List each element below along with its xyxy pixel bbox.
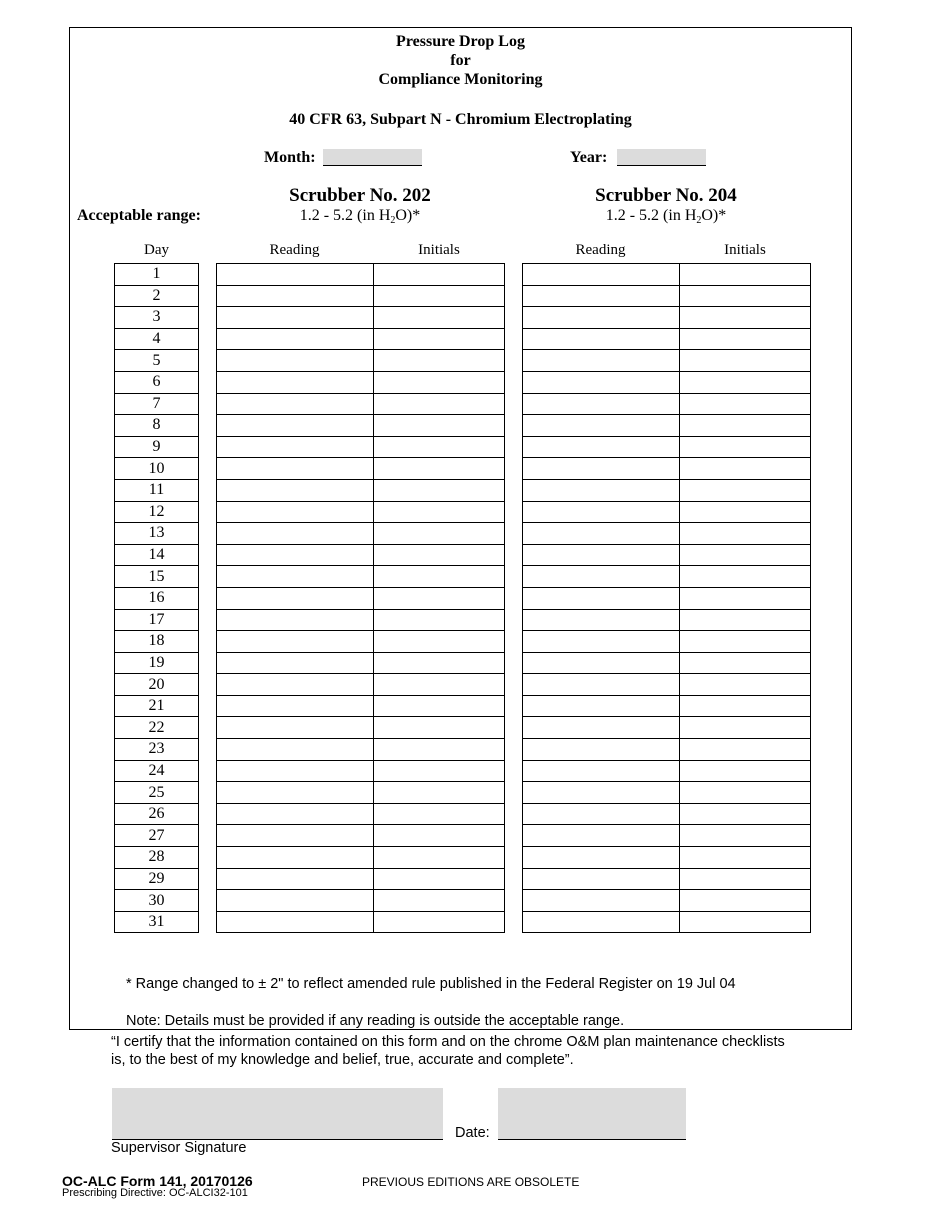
scrubber-204-row (523, 911, 811, 933)
scrubber-204-reading-cell[interactable] (523, 847, 680, 869)
scrubber-204-row (523, 674, 811, 696)
day-row (115, 868, 199, 890)
scrubber-204-row (523, 393, 811, 415)
scrubber-204-row (523, 717, 811, 739)
scrubber-202-row (217, 739, 505, 761)
scrubber-204-initials-cell[interactable] (680, 890, 811, 912)
day-row (115, 631, 199, 653)
scrubber-202-range: 1.2 - 5.2 (in $H_2O)*$ (299, 207, 421, 226)
day-row (115, 501, 199, 523)
scrubber-204-initials-cell[interactable] (680, 415, 811, 437)
scrubber-202-initials-cell[interactable] (374, 717, 505, 739)
day-row (115, 523, 199, 545)
day-number: 31 (115, 911, 199, 933)
certification-line1: “I certify that the information contained on this form and on the chrome O&M plan maintenance checklists (111, 1034, 785, 1050)
scrubber-202-initials-cell[interactable] (374, 307, 505, 329)
scrubber-204-initials-cell[interactable] (680, 544, 811, 566)
scrubber-204-initials-cell[interactable] (680, 631, 811, 653)
day-row (115, 717, 199, 739)
form-title-line2: for (450, 52, 471, 69)
scrubber-204-row (523, 350, 811, 372)
scrubber-202-reading-cell[interactable] (217, 782, 374, 804)
scrubber-202-row (217, 868, 505, 890)
day-row (115, 739, 199, 761)
scrubber-204-initials-cell[interactable] (680, 307, 811, 329)
day-row (115, 890, 199, 912)
acceptable-range-label: Acceptable range: (77, 207, 201, 224)
scrubber-202-initials-cell[interactable] (374, 436, 505, 458)
scrubber-204-initials-cell[interactable] (680, 825, 811, 847)
day-number: 8 (115, 415, 199, 437)
scrubber-204-row (523, 609, 811, 631)
scrubber-202-reading-cell[interactable] (217, 523, 374, 545)
day-number: 2 (115, 285, 199, 307)
scrubber-202-reading-cell[interactable] (217, 479, 374, 501)
scrubber-204-reading-cell[interactable] (523, 566, 680, 588)
day-number: 25 (115, 782, 199, 804)
scrubber-202-reading-cell[interactable] (217, 760, 374, 782)
scrubber-202-row (217, 631, 505, 653)
day-number: 27 (115, 825, 199, 847)
scrubber-202-initials-cell[interactable] (374, 739, 505, 761)
obsolete-notice: PREVIOUS EDITIONS ARE OBSOLETE (362, 1175, 580, 1189)
form-title-line3: Compliance Monitoring (378, 71, 543, 88)
scrubber-202-reading-cell[interactable] (217, 566, 374, 588)
day-row (115, 479, 199, 501)
scrubber-202-row (217, 544, 505, 566)
day-row (115, 803, 199, 825)
scrubber-202-reading-cell[interactable] (217, 371, 374, 393)
scrubber-204-initials-cell[interactable] (680, 458, 811, 480)
scrubber-204-reading-cell[interactable] (523, 890, 680, 912)
scrubber-204-reading-cell[interactable] (523, 285, 680, 307)
day-table (114, 263, 199, 933)
scrubber-204-initials-cell[interactable] (680, 523, 811, 545)
scrubber-202-reading-cell[interactable] (217, 739, 374, 761)
scrubber-202-row (217, 523, 505, 545)
scrubber-202-row (217, 458, 505, 480)
scrubber-204-row (523, 479, 811, 501)
day-number: 3 (115, 307, 199, 329)
scrubber-204-table (522, 263, 811, 933)
scrubber-204-row (523, 371, 811, 393)
scrubber-204-initials-cell[interactable] (680, 717, 811, 739)
scrubber-204-row (523, 803, 811, 825)
note: Note: Details must be provided if any reading is outside the acceptable range. (126, 1013, 625, 1029)
scrubber-202-row (217, 285, 505, 307)
scrubber-202-row (217, 847, 505, 869)
scrubber-204-row (523, 760, 811, 782)
scrubber-204-initials-cell[interactable] (680, 350, 811, 372)
prescribing-directive: Prescribing Directive: OC-ALCI32-101 (62, 1187, 248, 1199)
day-number: 26 (115, 803, 199, 825)
scrubber-204-initials-cell[interactable] (680, 371, 811, 393)
scrubber-202-reading-cell[interactable] (217, 350, 374, 372)
day-number: 17 (115, 609, 199, 631)
scrubber-204-reading-cell[interactable] (523, 695, 680, 717)
footnote: * Range changed to ± 2" to reflect amended rule published in the Federal Register on 19 Jul 04 (126, 976, 736, 992)
scrubber-202-initials-cell[interactable] (374, 652, 505, 674)
scrubber-202-reading-cell[interactable] (217, 285, 374, 307)
day-number: 30 (115, 890, 199, 912)
reading-202-header: Reading (269, 242, 320, 258)
scrubber-204-title: Scrubber No. 204 (595, 185, 737, 206)
scrubber-202-reading-cell[interactable] (217, 415, 374, 437)
scrubber-204-row (523, 695, 811, 717)
day-number: 16 (115, 587, 199, 609)
scrubber-204-row (523, 523, 811, 545)
scrubber-202-reading-cell[interactable] (217, 890, 374, 912)
day-number: 28 (115, 847, 199, 869)
scrubber-202-reading-cell[interactable] (217, 436, 374, 458)
scrubber-204-range: 1.2 - 5.2 (in $H_2O)*$ (605, 207, 727, 226)
scrubber-204-reading-cell[interactable] (523, 371, 680, 393)
day-number: 14 (115, 544, 199, 566)
day-row (115, 393, 199, 415)
day-number: 7 (115, 393, 199, 415)
scrubber-202-title: Scrubber No. 202 (289, 185, 431, 206)
day-number: 13 (115, 523, 199, 545)
scrubber-202-initials-cell[interactable] (374, 631, 505, 653)
scrubber-204-reading-cell[interactable] (523, 760, 680, 782)
scrubber-202-row (217, 264, 505, 286)
scrubber-202-row (217, 803, 505, 825)
scrubber-204-initials-cell[interactable] (680, 803, 811, 825)
scrubber-202-initials-cell[interactable] (374, 544, 505, 566)
scrubber-202-row (217, 393, 505, 415)
scrubber-204-row (523, 566, 811, 588)
scrubber-202-initials-cell[interactable] (374, 328, 505, 350)
day-number: 10 (115, 458, 199, 480)
scrubber-204-initials-cell[interactable] (680, 501, 811, 523)
day-number: 4 (115, 328, 199, 350)
scrubber-204-reading-cell[interactable] (523, 264, 680, 286)
date-field[interactable] (498, 1088, 686, 1140)
scrubber-204-reading-cell[interactable] (523, 674, 680, 696)
scrubber-202-initials-cell[interactable] (374, 458, 505, 480)
scrubber-204-row (523, 328, 811, 350)
scrubber-204-reading-cell[interactable] (523, 458, 680, 480)
regulation-title: 40 CFR 63, Subpart N - Chromium Electroplating (289, 111, 632, 128)
scrubber-202-initials-cell[interactable] (374, 501, 505, 523)
scrubber-204-initials-cell[interactable] (680, 760, 811, 782)
scrubber-204-initials-cell[interactable] (680, 328, 811, 350)
scrubber-204-row (523, 782, 811, 804)
day-row (115, 587, 199, 609)
scrubber-202-initials-cell[interactable] (374, 803, 505, 825)
scrubber-202-reading-cell[interactable] (217, 631, 374, 653)
scrubber-204-row (523, 544, 811, 566)
scrubber-204-reading-cell[interactable] (523, 609, 680, 631)
scrubber-204-reading-cell[interactable] (523, 631, 680, 653)
day-number: 9 (115, 436, 199, 458)
scrubber-204-reading-cell[interactable] (523, 652, 680, 674)
scrubber-204-reading-cell[interactable] (523, 868, 680, 890)
scrubber-204-row (523, 458, 811, 480)
day-number: 5 (115, 350, 199, 372)
scrubber-202-table (216, 263, 505, 933)
scrubber-204-row (523, 631, 811, 653)
scrubber-204-initials-cell[interactable] (680, 739, 811, 761)
scrubber-202-row (217, 695, 505, 717)
day-row (115, 436, 199, 458)
day-row (115, 458, 199, 480)
scrubber-202-reading-cell[interactable] (217, 717, 374, 739)
scrubber-202-row (217, 717, 505, 739)
day-number: 6 (115, 371, 199, 393)
scrubber-204-row (523, 890, 811, 912)
certification-line2: is, to the best of my knowledge and belief, true, accurate and complete”. (111, 1052, 574, 1068)
supervisor-signature-field[interactable] (112, 1088, 443, 1140)
form-id: OC-ALC Form 141, 20170126 (62, 1173, 253, 1189)
scrubber-204-row (523, 739, 811, 761)
scrubber-204-reading-cell[interactable] (523, 415, 680, 437)
scrubber-204-initials-cell[interactable] (680, 911, 811, 933)
form-title-line1: Pressure Drop Log (396, 33, 525, 50)
day-row (115, 264, 199, 286)
scrubber-202-initials-cell[interactable] (374, 264, 505, 286)
scrubber-202-reading-cell[interactable] (217, 328, 374, 350)
scrubber-202-reading-cell[interactable] (217, 544, 374, 566)
month-label: Month: (264, 149, 316, 166)
scrubber-202-initials-cell[interactable] (374, 911, 505, 933)
day-header: Day (144, 242, 169, 258)
scrubber-202-initials-cell[interactable] (374, 285, 505, 307)
day-number: 11 (115, 479, 199, 501)
scrubber-204-initials-cell[interactable] (680, 393, 811, 415)
scrubber-202-reading-cell[interactable] (217, 803, 374, 825)
scrubber-202-initials-cell[interactable] (374, 890, 505, 912)
scrubber-202-row (217, 415, 505, 437)
scrubber-204-row (523, 436, 811, 458)
day-row (115, 847, 199, 869)
scrubber-204-row (523, 264, 811, 286)
day-row (115, 328, 199, 350)
scrubber-204-initials-cell[interactable] (680, 695, 811, 717)
day-number: 18 (115, 631, 199, 653)
scrubber-202-row (217, 825, 505, 847)
scrubber-204-initials-cell[interactable] (680, 609, 811, 631)
date-label: Date: (455, 1125, 490, 1141)
scrubber-202-reading-cell[interactable] (217, 847, 374, 869)
day-row (115, 415, 199, 437)
day-row (115, 566, 199, 588)
scrubber-202-initials-cell[interactable] (374, 479, 505, 501)
scrubber-204-reading-cell[interactable] (523, 328, 680, 350)
day-number: 20 (115, 674, 199, 696)
scrubber-202-initials-cell[interactable] (374, 566, 505, 588)
day-row (115, 544, 199, 566)
scrubber-202-reading-cell[interactable] (217, 868, 374, 890)
scrubber-202-initials-cell[interactable] (374, 825, 505, 847)
scrubber-202-initials-cell[interactable] (374, 587, 505, 609)
reading-204-header: Reading (575, 242, 626, 258)
scrubber-202-initials-cell[interactable] (374, 847, 505, 869)
scrubber-202-row (217, 328, 505, 350)
day-row (115, 825, 199, 847)
scrubber-202-initials-cell[interactable] (374, 350, 505, 372)
scrubber-204-initials-cell[interactable] (680, 566, 811, 588)
scrubber-202-initials-cell[interactable] (374, 695, 505, 717)
year-field[interactable] (617, 149, 706, 166)
scrubber-204-reading-cell[interactable] (523, 587, 680, 609)
scrubber-202-row (217, 566, 505, 588)
scrubber-202-reading-cell[interactable] (217, 587, 374, 609)
scrubber-204-initials-cell[interactable] (680, 782, 811, 804)
scrubber-204-initials-cell[interactable] (680, 264, 811, 286)
day-number: 12 (115, 501, 199, 523)
day-row (115, 911, 199, 933)
scrubber-202-row (217, 674, 505, 696)
scrubber-202-row (217, 350, 505, 372)
scrubber-202-reading-cell[interactable] (217, 652, 374, 674)
scrubber-204-reading-cell[interactable] (523, 782, 680, 804)
day-row (115, 609, 199, 631)
scrubber-204-initials-cell[interactable] (680, 652, 811, 674)
scrubber-204-reading-cell[interactable] (523, 501, 680, 523)
scrubber-202-row (217, 479, 505, 501)
scrubber-204-initials-cell[interactable] (680, 847, 811, 869)
scrubber-202-initials-cell[interactable] (374, 371, 505, 393)
scrubber-202-row (217, 307, 505, 329)
day-row (115, 371, 199, 393)
month-field[interactable] (323, 149, 422, 166)
day-row (115, 695, 199, 717)
scrubber-204-row (523, 285, 811, 307)
day-row (115, 285, 199, 307)
scrubber-202-reading-cell[interactable] (217, 264, 374, 286)
scrubber-204-reading-cell[interactable] (523, 544, 680, 566)
day-row (115, 350, 199, 372)
scrubber-202-row (217, 436, 505, 458)
scrubber-204-row (523, 652, 811, 674)
day-number: 15 (115, 566, 199, 588)
scrubber-204-row (523, 415, 811, 437)
scrubber-204-reading-cell[interactable] (523, 523, 680, 545)
scrubber-202-reading-cell[interactable] (217, 307, 374, 329)
day-number: 23 (115, 739, 199, 761)
scrubber-202-initials-cell[interactable] (374, 782, 505, 804)
scrubber-202-initials-cell[interactable] (374, 393, 505, 415)
scrubber-202-reading-cell[interactable] (217, 501, 374, 523)
scrubber-202-row (217, 782, 505, 804)
scrubber-204-reading-cell[interactable] (523, 479, 680, 501)
scrubber-204-reading-cell[interactable] (523, 803, 680, 825)
scrubber-202-initials-cell[interactable] (374, 609, 505, 631)
day-row (115, 760, 199, 782)
scrubber-202-row (217, 652, 505, 674)
scrubber-204-initials-cell[interactable] (680, 479, 811, 501)
day-number: 1 (115, 264, 199, 286)
scrubber-204-row (523, 307, 811, 329)
scrubber-202-reading-cell[interactable] (217, 393, 374, 415)
scrubber-202-initials-cell[interactable] (374, 868, 505, 890)
scrubber-204-initials-cell[interactable] (680, 674, 811, 696)
scrubber-202-row (217, 760, 505, 782)
day-row (115, 782, 199, 804)
scrubber-204-row (523, 847, 811, 869)
scrubber-204-row (523, 587, 811, 609)
scrubber-204-reading-cell[interactable] (523, 911, 680, 933)
scrubber-204-reading-cell[interactable] (523, 350, 680, 372)
supervisor-signature-label: Supervisor Signature (111, 1140, 247, 1156)
scrubber-202-initials-cell[interactable] (374, 760, 505, 782)
scrubber-202-row (217, 890, 505, 912)
scrubber-202-reading-cell[interactable] (217, 911, 374, 933)
scrubber-202-row (217, 911, 505, 933)
scrubber-202-reading-cell[interactable] (217, 458, 374, 480)
day-row (115, 307, 199, 329)
scrubber-204-initials-cell[interactable] (680, 285, 811, 307)
scrubber-202-row (217, 501, 505, 523)
day-number: 29 (115, 868, 199, 890)
scrubber-204-row (523, 501, 811, 523)
scrubber-204-reading-cell[interactable] (523, 393, 680, 415)
scrubber-202-row (217, 587, 505, 609)
day-number: 24 (115, 760, 199, 782)
day-number: 22 (115, 717, 199, 739)
scrubber-202-row (217, 609, 505, 631)
scrubber-204-initials-cell[interactable] (680, 436, 811, 458)
day-row (115, 652, 199, 674)
scrubber-204-reading-cell[interactable] (523, 717, 680, 739)
initials-202-header: Initials (418, 242, 460, 258)
day-number: 21 (115, 695, 199, 717)
scrubber-202-initials-cell[interactable] (374, 415, 505, 437)
scrubber-204-initials-cell[interactable] (680, 587, 811, 609)
scrubber-204-reading-cell[interactable] (523, 739, 680, 761)
scrubber-202-reading-cell[interactable] (217, 609, 374, 631)
scrubber-202-reading-cell[interactable] (217, 825, 374, 847)
scrubber-204-reading-cell[interactable] (523, 436, 680, 458)
scrubber-204-reading-cell[interactable] (523, 307, 680, 329)
scrubber-204-row (523, 868, 811, 890)
scrubber-202-initials-cell[interactable] (374, 674, 505, 696)
scrubber-204-row (523, 825, 811, 847)
scrubber-202-reading-cell[interactable] (217, 695, 374, 717)
scrubber-202-initials-cell[interactable] (374, 523, 505, 545)
scrubber-204-reading-cell[interactable] (523, 825, 680, 847)
scrubber-204-initials-cell[interactable] (680, 868, 811, 890)
initials-204-header: Initials (724, 242, 766, 258)
day-number: 19 (115, 652, 199, 674)
day-row (115, 674, 199, 696)
scrubber-202-row (217, 371, 505, 393)
scrubber-202-reading-cell[interactable] (217, 674, 374, 696)
year-label: Year: (570, 149, 608, 166)
